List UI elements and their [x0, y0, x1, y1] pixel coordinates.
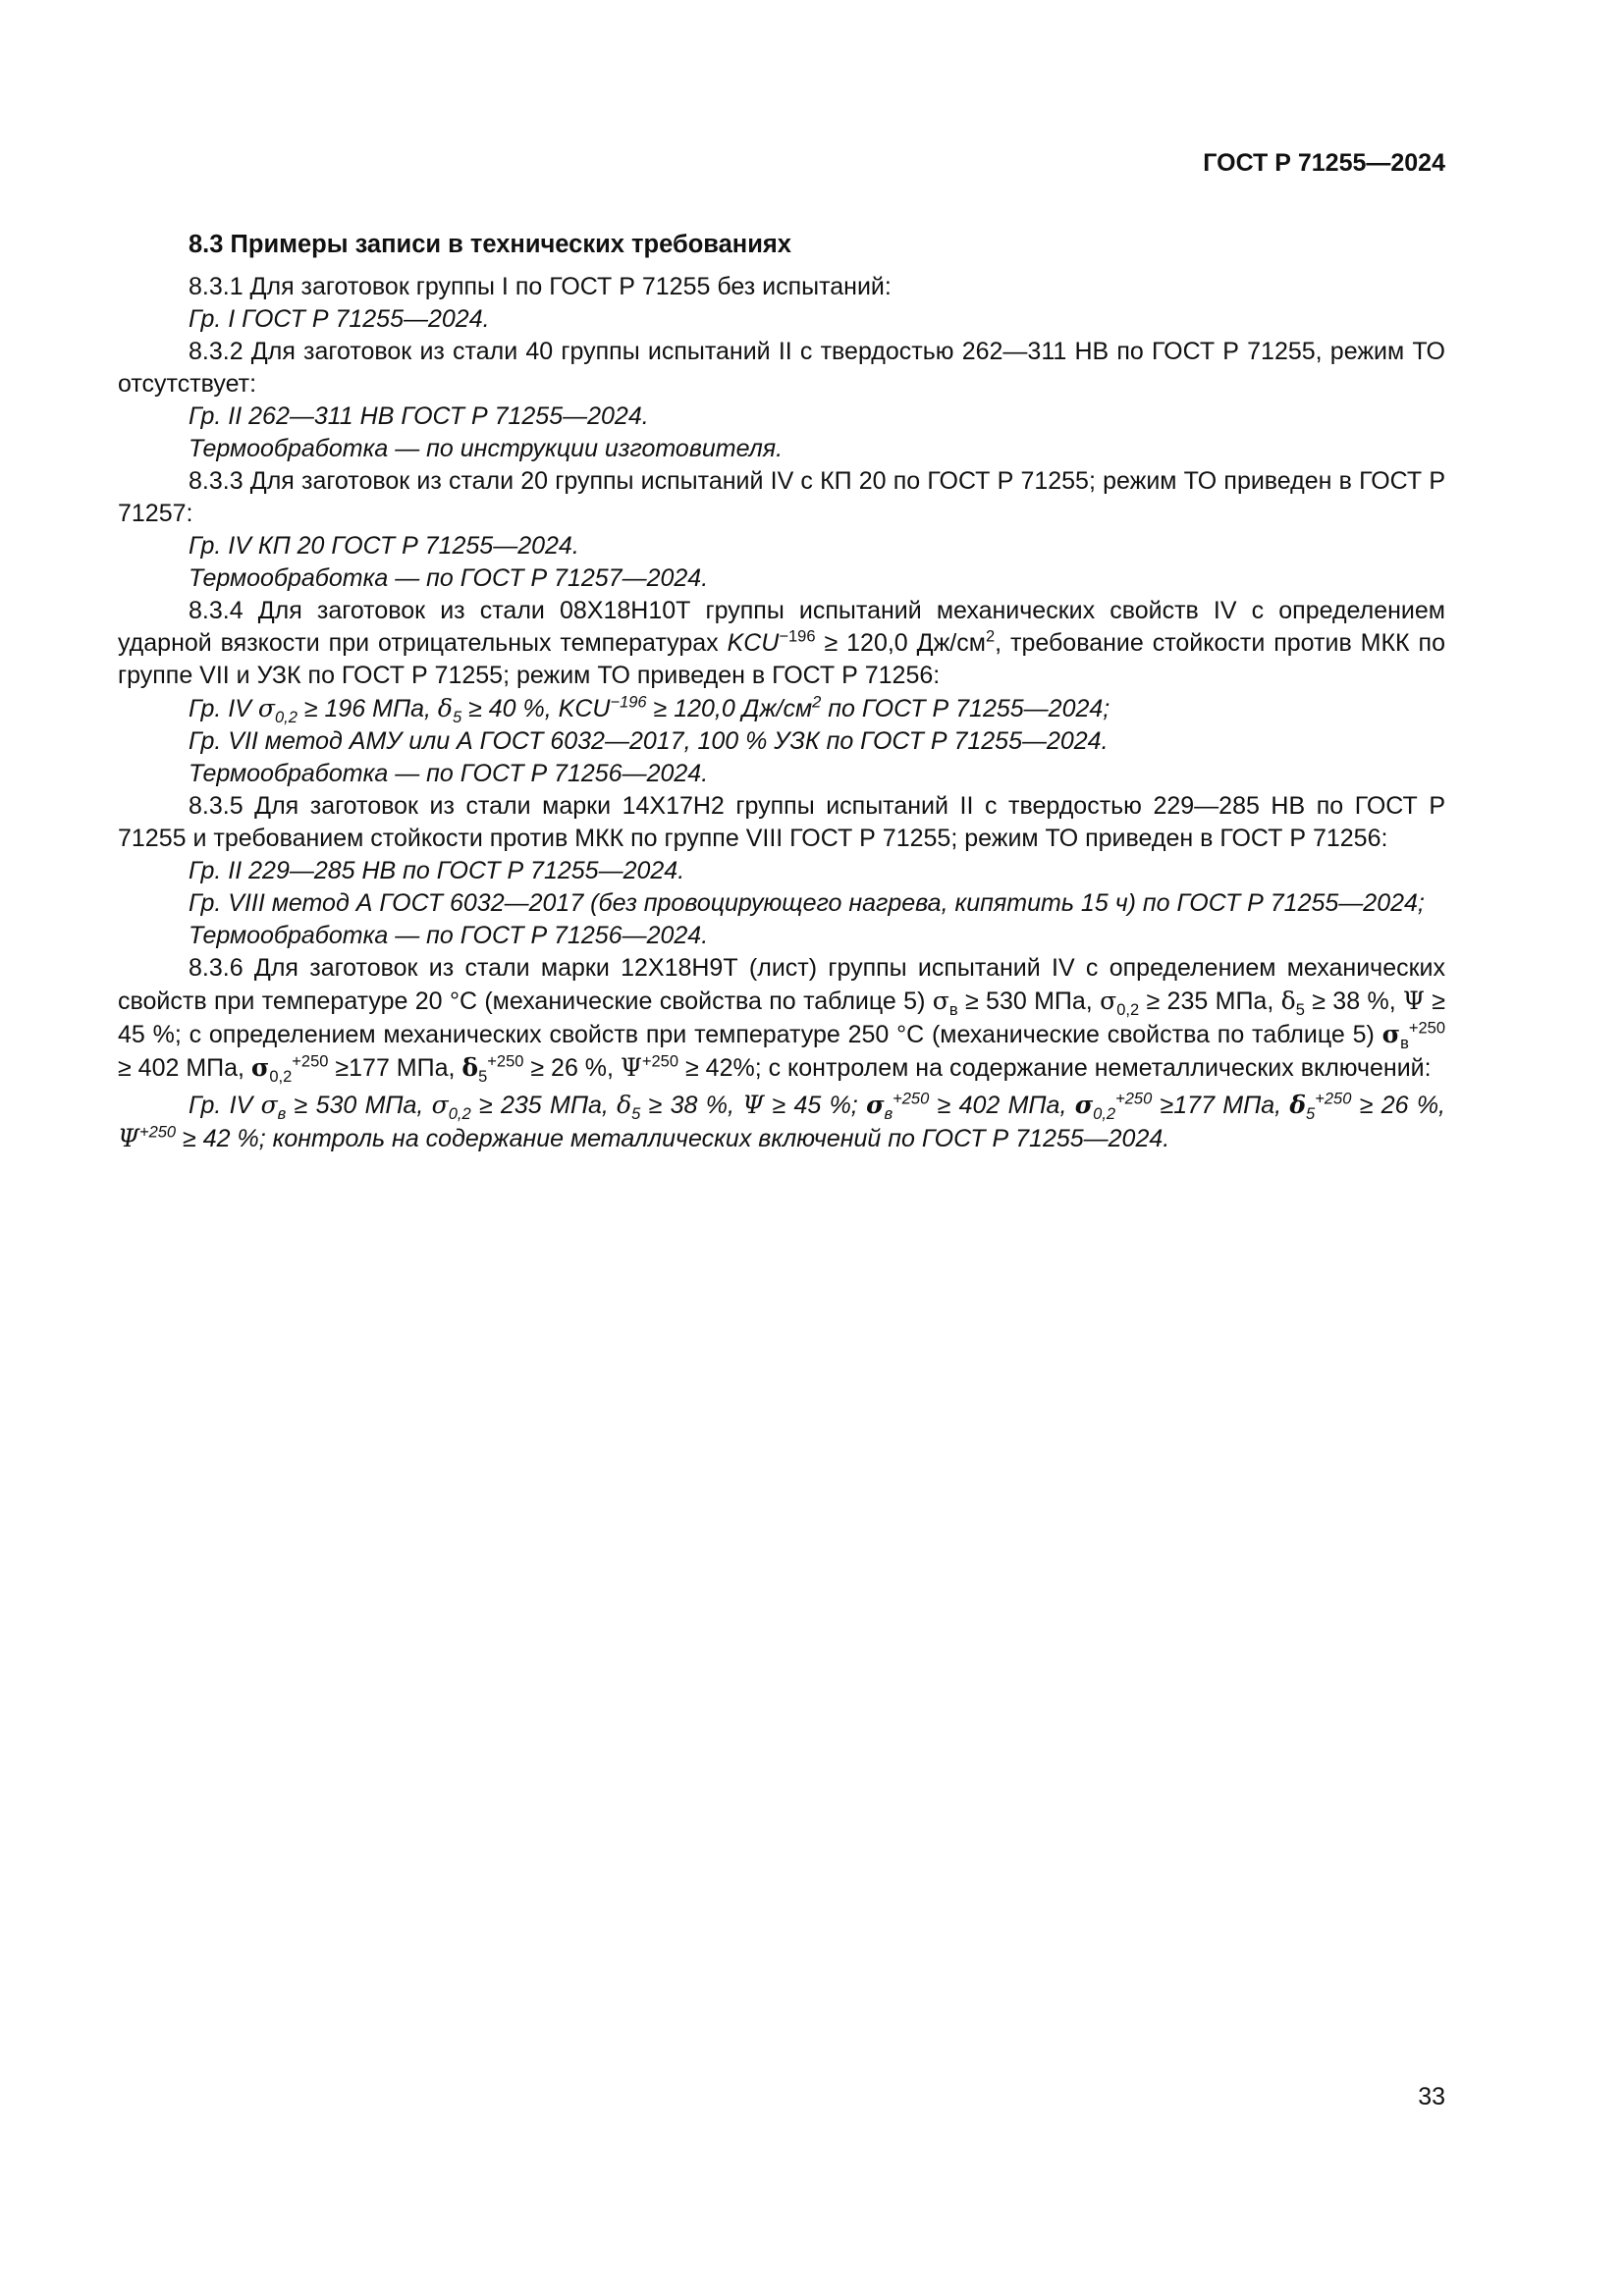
- clause-8-3-5-example-3: Термообработка — по ГОСТ Р 71256—2024.: [189, 922, 709, 949]
- clause-8-3-5-example-2: Гр. VIII метод А ГОСТ 6032—2017 (без провоцирующего нагрева, кипятить 15 ч) по ГОСТ Р 71255—2024;: [189, 889, 1425, 917]
- clause-8-3-5-example-1: Гр. II 229—285 НВ по ГОСТ Р 71255—2024.: [189, 857, 685, 884]
- clause-8-3-5: 8.3.5 Для заготовок из стали марки 14Х17Н2 группы испытаний II с твердостью 229—285 НВ по ГОСТ Р 71255 и требованием стойкости против МКК по группе VIII ГОСТ Р 71255; режим ТО приведен в ГОСТ Р 71256:: [118, 792, 1445, 852]
- clause-8-3-1-example: Гр. I ГОСТ Р 71255—2024.: [189, 305, 490, 333]
- clause-8-3-4-example-2: Гр. VII метод АМУ или А ГОСТ 6032—2017, 100 % УЗК по ГОСТ Р 71255—2024.: [189, 727, 1109, 755]
- section-title: 8.3 Примеры записи в технических требованиях: [189, 231, 791, 258]
- clause-8-3-4-example-1: Гр. IV $\sigma_{0,2} \ge 196$ МПа, $\delta_5 \ge 40$ %, $KCU^{-196} \ge 120,0$ $Дж/см^2$ по ГОСТ Р 71255—2024;: [189, 693, 1110, 726]
- clause-8-3-2: 8.3.2 Для заготовок из стали 40 группы испытаний II с твердостью 262—311 НВ по ГОСТ Р 71255, режим ТО отсутствует:: [118, 338, 1445, 398]
- clause-8-3-3: 8.3.3 Для заготовок из стали 20 группы испытаний IV с КП 20 по ГОСТ Р 71255; режим ТО приведен в ГОСТ Р 71257:: [118, 467, 1445, 527]
- clause-8-3-2-example-1: Гр. II 262—311 НВ ГОСТ Р 71255—2024.: [189, 402, 649, 430]
- clause-8-3-1: 8.3.1 Для заготовок группы I по ГОСТ Р 71255 без испытаний:: [189, 273, 892, 300]
- clause-8-3-4: 8.3.4 Для заготовок из стали 08Х18Н10Т группы испытаний механических свойств IV с определением ударной вязкости при отрицательных температурах $KCU^{-196} \ge 120,0$ $Дж/см^2$, требование стойкости против МКК по группе VII и УЗК по ГОСТ Р 71255; режим ТО приведен в ГОСТ Р 71256:: [118, 597, 1445, 689]
- clause-8-3-4-example-3: Термообработка — по ГОСТ Р 71256—2024.: [189, 760, 709, 787]
- page-number: 33: [1418, 2083, 1445, 2110]
- clause-8-3-2-example-2: Термообработка — по инструкции изготовителя.: [189, 435, 784, 462]
- clause-8-3-6: 8.3.6 Для заготовок из стали марки 12Х18Н9Т (лист) группы испытаний IV с определением механических свойств при температуре 20 °С (механические свойства по таблице 5) $\sigma_в \ge 530$ МПа, $\sigma_{0,2} \ge 235$ МПа, $\delta_5 \ge 38$ %, Ψ ≥ 45 %; с определением механических свойств при температуре 250 °С (механические свойства по таблице 5) $\sigma_в^{+250} \ge 402$ МПа, $\sigma_{0,2}^{+250} \ge 177$ МПа, $\delta_5^{+250} \ge 26$ %, $\Psi^{+250} \ge 42\%$; с контролем на содержание неметаллических включений:: [118, 954, 1446, 1086]
- clause-8-3-3-example-1: Гр. IV КП 20 ГОСТ Р 71255—2024.: [189, 532, 579, 560]
- document-body: [118, 228, 1445, 1155]
- clause-8-3-3-example-2: Термообработка — по ГОСТ Р 71257—2024.: [189, 564, 709, 592]
- clause-8-3-6-example: Гр. IV $\sigma_в \ge 530$ МПа, $\sigma_{0,2} \ge 235$ МПа, $\delta_5 \ge 38$ %, Ψ ≥ 45 %; $\sigma_в^{+250} \ge 402$ МПа, $\sigma_{0,2}^{+250} \ge 177$ МПа, $\delta_5^{+250} \ge 26$ %, $\Psi^{+250} \ge 42$ %; контроль на содержание металлических включений по ГОСТ Р 71255—2024.: [118, 1090, 1445, 1152]
- document-id-header: ГОСТ Р 71255—2024: [1203, 149, 1445, 177]
